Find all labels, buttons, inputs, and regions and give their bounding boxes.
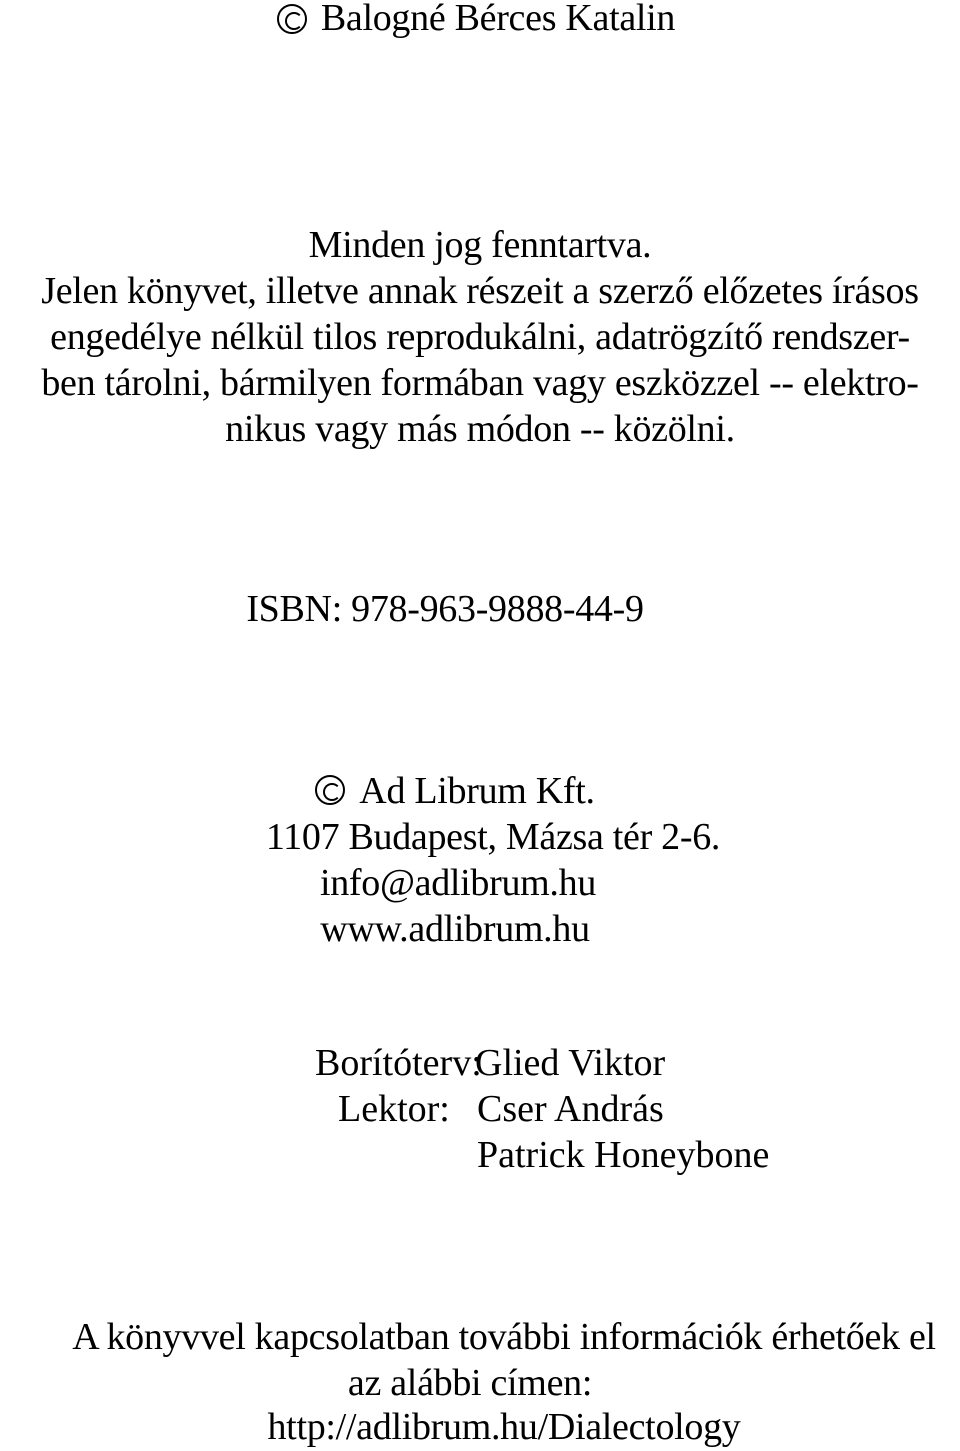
- lector-row: [315, 1086, 769, 1132]
- lector-name: Cser András: [477, 1088, 664, 1130]
- rights-line-3: ben tárolni, bármilyen formában vagy eszközzel -- elektro-: [41, 362, 919, 404]
- publisher-website[interactable]: www.adlibrum.hu: [320, 908, 590, 950]
- copyright-icon: [315, 775, 345, 805]
- cover-label: Borítóterv:: [315, 1042, 482, 1084]
- publisher-address: 1107 Budapest, Mázsa tér 2-6.: [265, 816, 721, 858]
- publisher-name-line: [0, 768, 935, 814]
- lector-name: Patrick Honeybone: [477, 1134, 770, 1176]
- lector-label: Lektor:: [338, 1088, 450, 1130]
- rights-line-2: engedélye nélkül tilos reprodukálni, adatrögzítő rendszer-: [50, 316, 910, 358]
- rights-line-1: Jelen könyvet, illetve annak részeit a szerző előzetes írásos: [41, 270, 919, 312]
- footer-line-1: A könyvvel kapcsolatban további információk érhetőek el: [72, 1316, 936, 1358]
- author-line: [0, 0, 956, 41]
- publisher-email[interactable]: info@adlibrum.hu: [319, 862, 597, 904]
- credits-block: [315, 1040, 769, 1178]
- copyright-icon: [277, 4, 307, 34]
- lector-row: [315, 1132, 769, 1178]
- cover-designer-row: [315, 1040, 769, 1086]
- isbn: ISBN: 978-963-9888-44-9: [246, 588, 644, 630]
- rights-heading: Minden jog fenntartva.: [308, 224, 652, 266]
- cover-designer-name: Glied Viktor: [475, 1042, 666, 1084]
- rights-line-4: nikus vagy más módon -- közölni.: [225, 408, 735, 450]
- footer-url[interactable]: http://adlibrum.hu/Dialectology: [267, 1406, 741, 1448]
- publisher-name: Ad Librum Kft.: [359, 770, 595, 812]
- author-name: Balogné Bérces Katalin: [320, 0, 676, 39]
- footer-line-2: az alábbi címen:: [347, 1362, 593, 1404]
